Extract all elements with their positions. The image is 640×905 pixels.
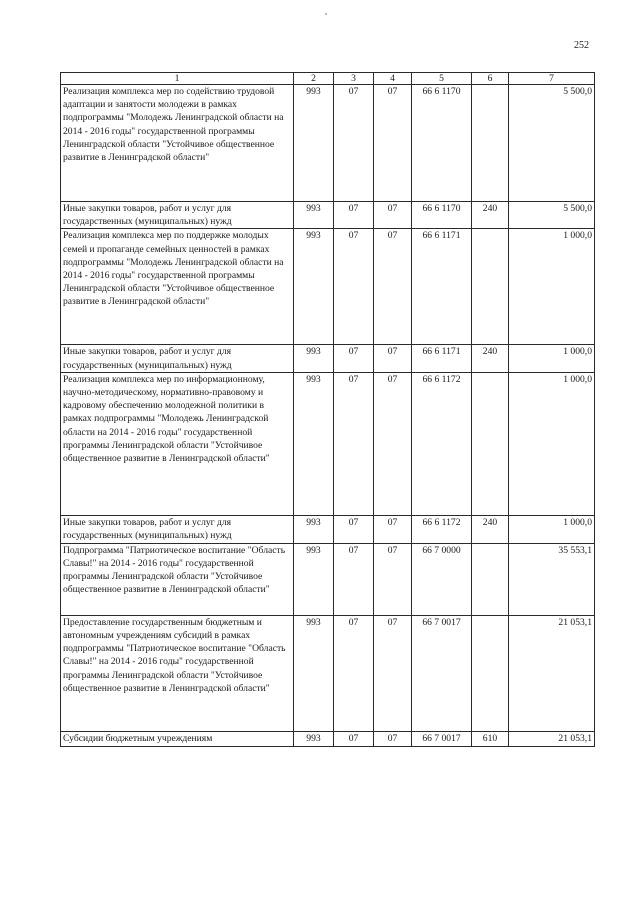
row-col-2: 993 xyxy=(294,615,334,731)
row-col-4: 07 xyxy=(374,615,412,731)
row-col-2: 993 xyxy=(294,345,334,372)
row-col-5: 66 6 1170 xyxy=(412,85,472,202)
scan-speck xyxy=(325,13,327,15)
row-col-4: 07 xyxy=(374,515,412,543)
row-col-6: 610 xyxy=(472,731,509,746)
row-col-6: 240 xyxy=(472,515,509,543)
page-number: 252 xyxy=(574,40,589,51)
row-col-5: 66 7 0000 xyxy=(412,543,472,615)
row-col-4: 07 xyxy=(374,372,412,515)
table-row xyxy=(61,85,595,202)
col-header-7: 7 xyxy=(509,73,595,85)
table-row xyxy=(61,202,595,229)
row-col-5: 66 6 1172 xyxy=(412,372,472,515)
row-col-6: 240 xyxy=(472,202,509,229)
row-col-7: 1 000,0 xyxy=(509,372,595,515)
row-name: Подпрограмма "Патриотическое воспитание "Область Славы!" на 2014 - 2016 годы" государственной программы Ленинградской области "Устойчивое общественное развитие в Ленинградской области" xyxy=(61,543,294,615)
col-header-2: 2 xyxy=(294,73,334,85)
row-col-3: 07 xyxy=(334,372,374,515)
row-name: Реализация комплекса мер по поддержке молодых семей и пропаганде семейных ценностей в рамках подпрограммы "Молодежь Ленинградской области на 2014 - 2016 годы" государственной программы Ленинградской области "Устойчивое общественное развитие в Ленинградской области" xyxy=(61,229,294,345)
row-col-3: 07 xyxy=(334,543,374,615)
row-col-6 xyxy=(472,543,509,615)
row-col-2: 993 xyxy=(294,202,334,229)
row-col-5: 66 6 1171 xyxy=(412,345,472,372)
row-name: Субсидии бюджетным учреждениям xyxy=(61,731,294,746)
table-row xyxy=(61,543,595,615)
table-row xyxy=(61,615,595,731)
row-col-2: 993 xyxy=(294,515,334,543)
table-row xyxy=(61,345,595,372)
row-name: Иные закупки товаров, работ и услуг для государственных (муниципальных) нужд xyxy=(61,345,294,372)
row-col-3: 07 xyxy=(334,731,374,746)
row-col-7: 21 053,1 xyxy=(509,615,595,731)
row-name: Иные закупки товаров, работ и услуг для государственных (муниципальных) нужд xyxy=(61,515,294,543)
budget-table xyxy=(60,72,595,747)
row-col-7: 5 500,0 xyxy=(509,85,595,202)
row-col-6 xyxy=(472,615,509,731)
row-col-7: 1 000,0 xyxy=(509,229,595,345)
row-col-3: 07 xyxy=(334,202,374,229)
row-col-4: 07 xyxy=(374,202,412,229)
row-col-7: 1 000,0 xyxy=(509,515,595,543)
row-col-3: 07 xyxy=(334,229,374,345)
row-name: Реализация комплекса мер по информационному, научно-методическому, нормативно-правовому и кадровому обеспечению молодежной политики в рамках подпрограммы "Молодежь Ленинградской области на 2014 - 2016 годы" государственной программы Ленинградской области "Устойчивое общественное развитие в Ленинградской области" xyxy=(61,372,294,515)
row-col-2: 993 xyxy=(294,85,334,202)
row-col-7: 21 053,1 xyxy=(509,731,595,746)
row-name: Иные закупки товаров, работ и услуг для государственных (муниципальных) нужд xyxy=(61,202,294,229)
row-col-5: 66 7 0017 xyxy=(412,731,472,746)
table-row xyxy=(61,229,595,345)
row-col-3: 07 xyxy=(334,515,374,543)
row-col-6 xyxy=(472,85,509,202)
row-col-5: 66 6 1170 xyxy=(412,202,472,229)
col-header-5: 5 xyxy=(412,73,472,85)
row-name: Реализация комплекса мер по содействию трудовой адаптации и занятости молодежи в рамках подпрограммы "Молодежь Ленинградской области на 2014 - 2016 годы" государственной программы Ленинградской области "Устойчивое общественное развитие в Ленинградской области" xyxy=(61,85,294,202)
row-col-6 xyxy=(472,229,509,345)
row-col-3: 07 xyxy=(334,85,374,202)
row-col-2: 993 xyxy=(294,543,334,615)
table-row xyxy=(61,372,595,515)
row-col-4: 07 xyxy=(374,85,412,202)
table-row xyxy=(61,515,595,543)
row-col-2: 993 xyxy=(294,229,334,345)
table-row xyxy=(61,731,595,746)
row-col-3: 07 xyxy=(334,615,374,731)
row-col-7: 5 500,0 xyxy=(509,202,595,229)
row-col-3: 07 xyxy=(334,345,374,372)
col-header-4: 4 xyxy=(374,73,412,85)
col-header-6: 6 xyxy=(472,73,509,85)
row-col-4: 07 xyxy=(374,731,412,746)
row-col-7: 35 553,1 xyxy=(509,543,595,615)
row-col-4: 07 xyxy=(374,229,412,345)
col-header-3: 3 xyxy=(334,73,374,85)
row-col-5: 66 7 0017 xyxy=(412,615,472,731)
row-col-2: 993 xyxy=(294,731,334,746)
row-col-5: 66 6 1171 xyxy=(412,229,472,345)
row-col-5: 66 6 1172 xyxy=(412,515,472,543)
header-row xyxy=(61,73,595,85)
col-header-1: 1 xyxy=(61,73,294,85)
row-name: Предоставление государственным бюджетным и автономным учреждениям субсидий в рамках подпрограммы "Патриотическое воспитание "Область Славы!" на 2014 - 2016 годы" государственной программы Ленинградской области "Устойчивое общественное развитие в Ленинградской области" xyxy=(61,615,294,731)
row-col-4: 07 xyxy=(374,345,412,372)
row-col-7: 1 000,0 xyxy=(509,345,595,372)
row-col-4: 07 xyxy=(374,543,412,615)
row-col-6: 240 xyxy=(472,345,509,372)
row-col-2: 993 xyxy=(294,372,334,515)
row-col-6 xyxy=(472,372,509,515)
